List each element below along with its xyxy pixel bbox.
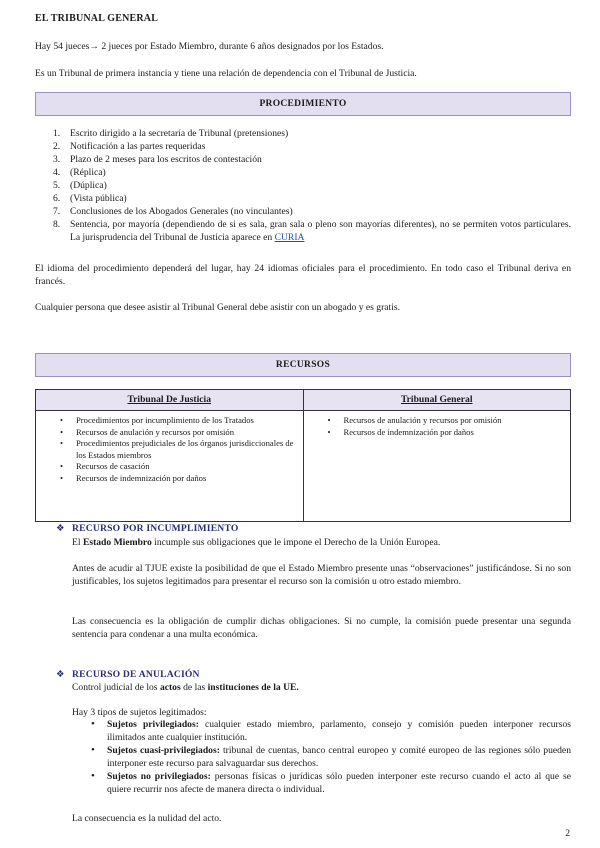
page-title: EL TRIBUNAL GENERAL	[35, 13, 159, 24]
list-item: • Recursos de indemnización por daños	[36, 473, 297, 485]
anulacion-p3: La consecuencia es la nulidad del acto.	[72, 813, 222, 824]
list-item: • Recursos de casación	[36, 461, 297, 473]
abogado-paragraph: Cualquier persona que desee asistir al Tribunal General debe asistir con un abogado y es gratis.	[35, 302, 400, 313]
intro-jueces: Hay 54 jueces→ 2 jueces por Estado Miembro, durante 6 años designados por los Estados.	[35, 41, 384, 52]
anulacion-p1: Control judicial de los actos de las instituciones de la UE.	[72, 682, 299, 693]
list-item: • Recursos de anulación y recursos por omisión	[36, 427, 297, 439]
list-item: • Sujetos cuasi-privilegiados: tribunal de cuentas, banco central europeo y comité europeo de las regiones sólo pueden interponer este recurso para salvaguardar sus derechos.	[70, 744, 571, 770]
diamond-bullet-icon: ❖	[56, 669, 65, 680]
list-item: • Recursos de indemnización por daños	[304, 427, 565, 439]
list-item: • Sujetos privilegiados: cualquier estado miembro, parlamento, consejo y comisión pueden interponer recursos ilimitados ante cualquier institución.	[70, 718, 571, 744]
list-item: • Sujetos no privilegiados: personas físicas o jurídicas sólo pueden interponer este recurso cuando el acto al que se quiere recurrir nos afecte de manera directa o individual.	[70, 770, 571, 796]
step-item: 2. Notificación a las partes requeridas	[53, 141, 206, 152]
page-number: 2	[565, 828, 570, 839]
idioma-paragraph: El idioma del procedimiento dependerá del lugar, hay 24 idiomas oficiales para el procedimiento. En todo caso el Tribunal deriva en francés.	[35, 263, 571, 287]
incumplimiento-heading: RECURSO POR INCUMPLIMIENTO	[72, 523, 239, 534]
incumplimiento-p2: Antes de acudir al TJUE existe la posibilidad de que el Estado Miembro presente unas “observaciones” justificándose. Si no son justificables, los sujetos legitimados para presentar el recurso son la comisión u otro estado miembro.	[72, 563, 571, 587]
procedimiento-heading: PROCEDIMIENTO	[35, 92, 571, 116]
recursos-heading: RECURSOS	[35, 353, 571, 377]
tribunal-general-cell	[303, 411, 571, 522]
step-item: 3. Plazo de 2 meses para los escritos de contestación	[53, 154, 262, 165]
recursos-table	[35, 389, 571, 522]
procedimiento-steps	[35, 127, 571, 244]
intro-primera-instancia: Es un Tribunal de primera instancia y tiene una relación de dependencia con el Tribunal de Justicia.	[35, 68, 417, 79]
step-item: 5. (Dúplica)	[53, 180, 107, 191]
col-header-tribunal-justicia: Tribunal De Justicia	[36, 390, 304, 411]
step-item: 7. Conclusiones de los Abogados Generales (no vinculantes)	[53, 206, 293, 217]
sujetos-list	[70, 718, 571, 796]
incumplimiento-p1: El Estado Miembro incumple sus obligaciones que le impone el Derecho de la Unión Europea.	[72, 537, 441, 548]
incumplimiento-p3: Las consecuencia es la obligación de cumplir dichas obligaciones. Si no cumple, la comisión puede presentar una segunda sentencia para condenar a una multa económica.	[72, 616, 571, 640]
step-item: 6. (Vista pública)	[53, 193, 127, 204]
anulacion-p2: Hay 3 tipos de sujetos legitimados:	[72, 707, 207, 718]
col-header-tribunal-general: Tribunal General	[303, 390, 571, 411]
diamond-bullet-icon: ❖	[56, 523, 65, 534]
list-item: • Recursos de anulación y recursos por omisión	[304, 415, 565, 427]
list-item: • Procedimientos prejudiciales de los órganos jurisdiccionales de los Estados miembros	[36, 438, 297, 461]
step-item: 8. Sentencia, por mayoría (dependiendo de si es sala, gran sala o pleno son mayorías diferentes), no se permiten votos particulares. La jurisprudencia del Tribunal de Justicia aparece en CURIA	[53, 219, 571, 243]
list-item: • Procedimientos por incumplimiento de los Tratados	[36, 415, 297, 427]
step-item: 1. Escrito dirigido a la secretaría de Tribunal (pretensiones)	[53, 128, 289, 139]
tribunal-justicia-cell	[36, 411, 304, 522]
step-item: 4. (Réplica)	[53, 167, 106, 178]
anulacion-heading: RECURSO DE ANULACIÓN	[72, 669, 200, 680]
curia-link[interactable]: CURIA	[274, 232, 305, 243]
